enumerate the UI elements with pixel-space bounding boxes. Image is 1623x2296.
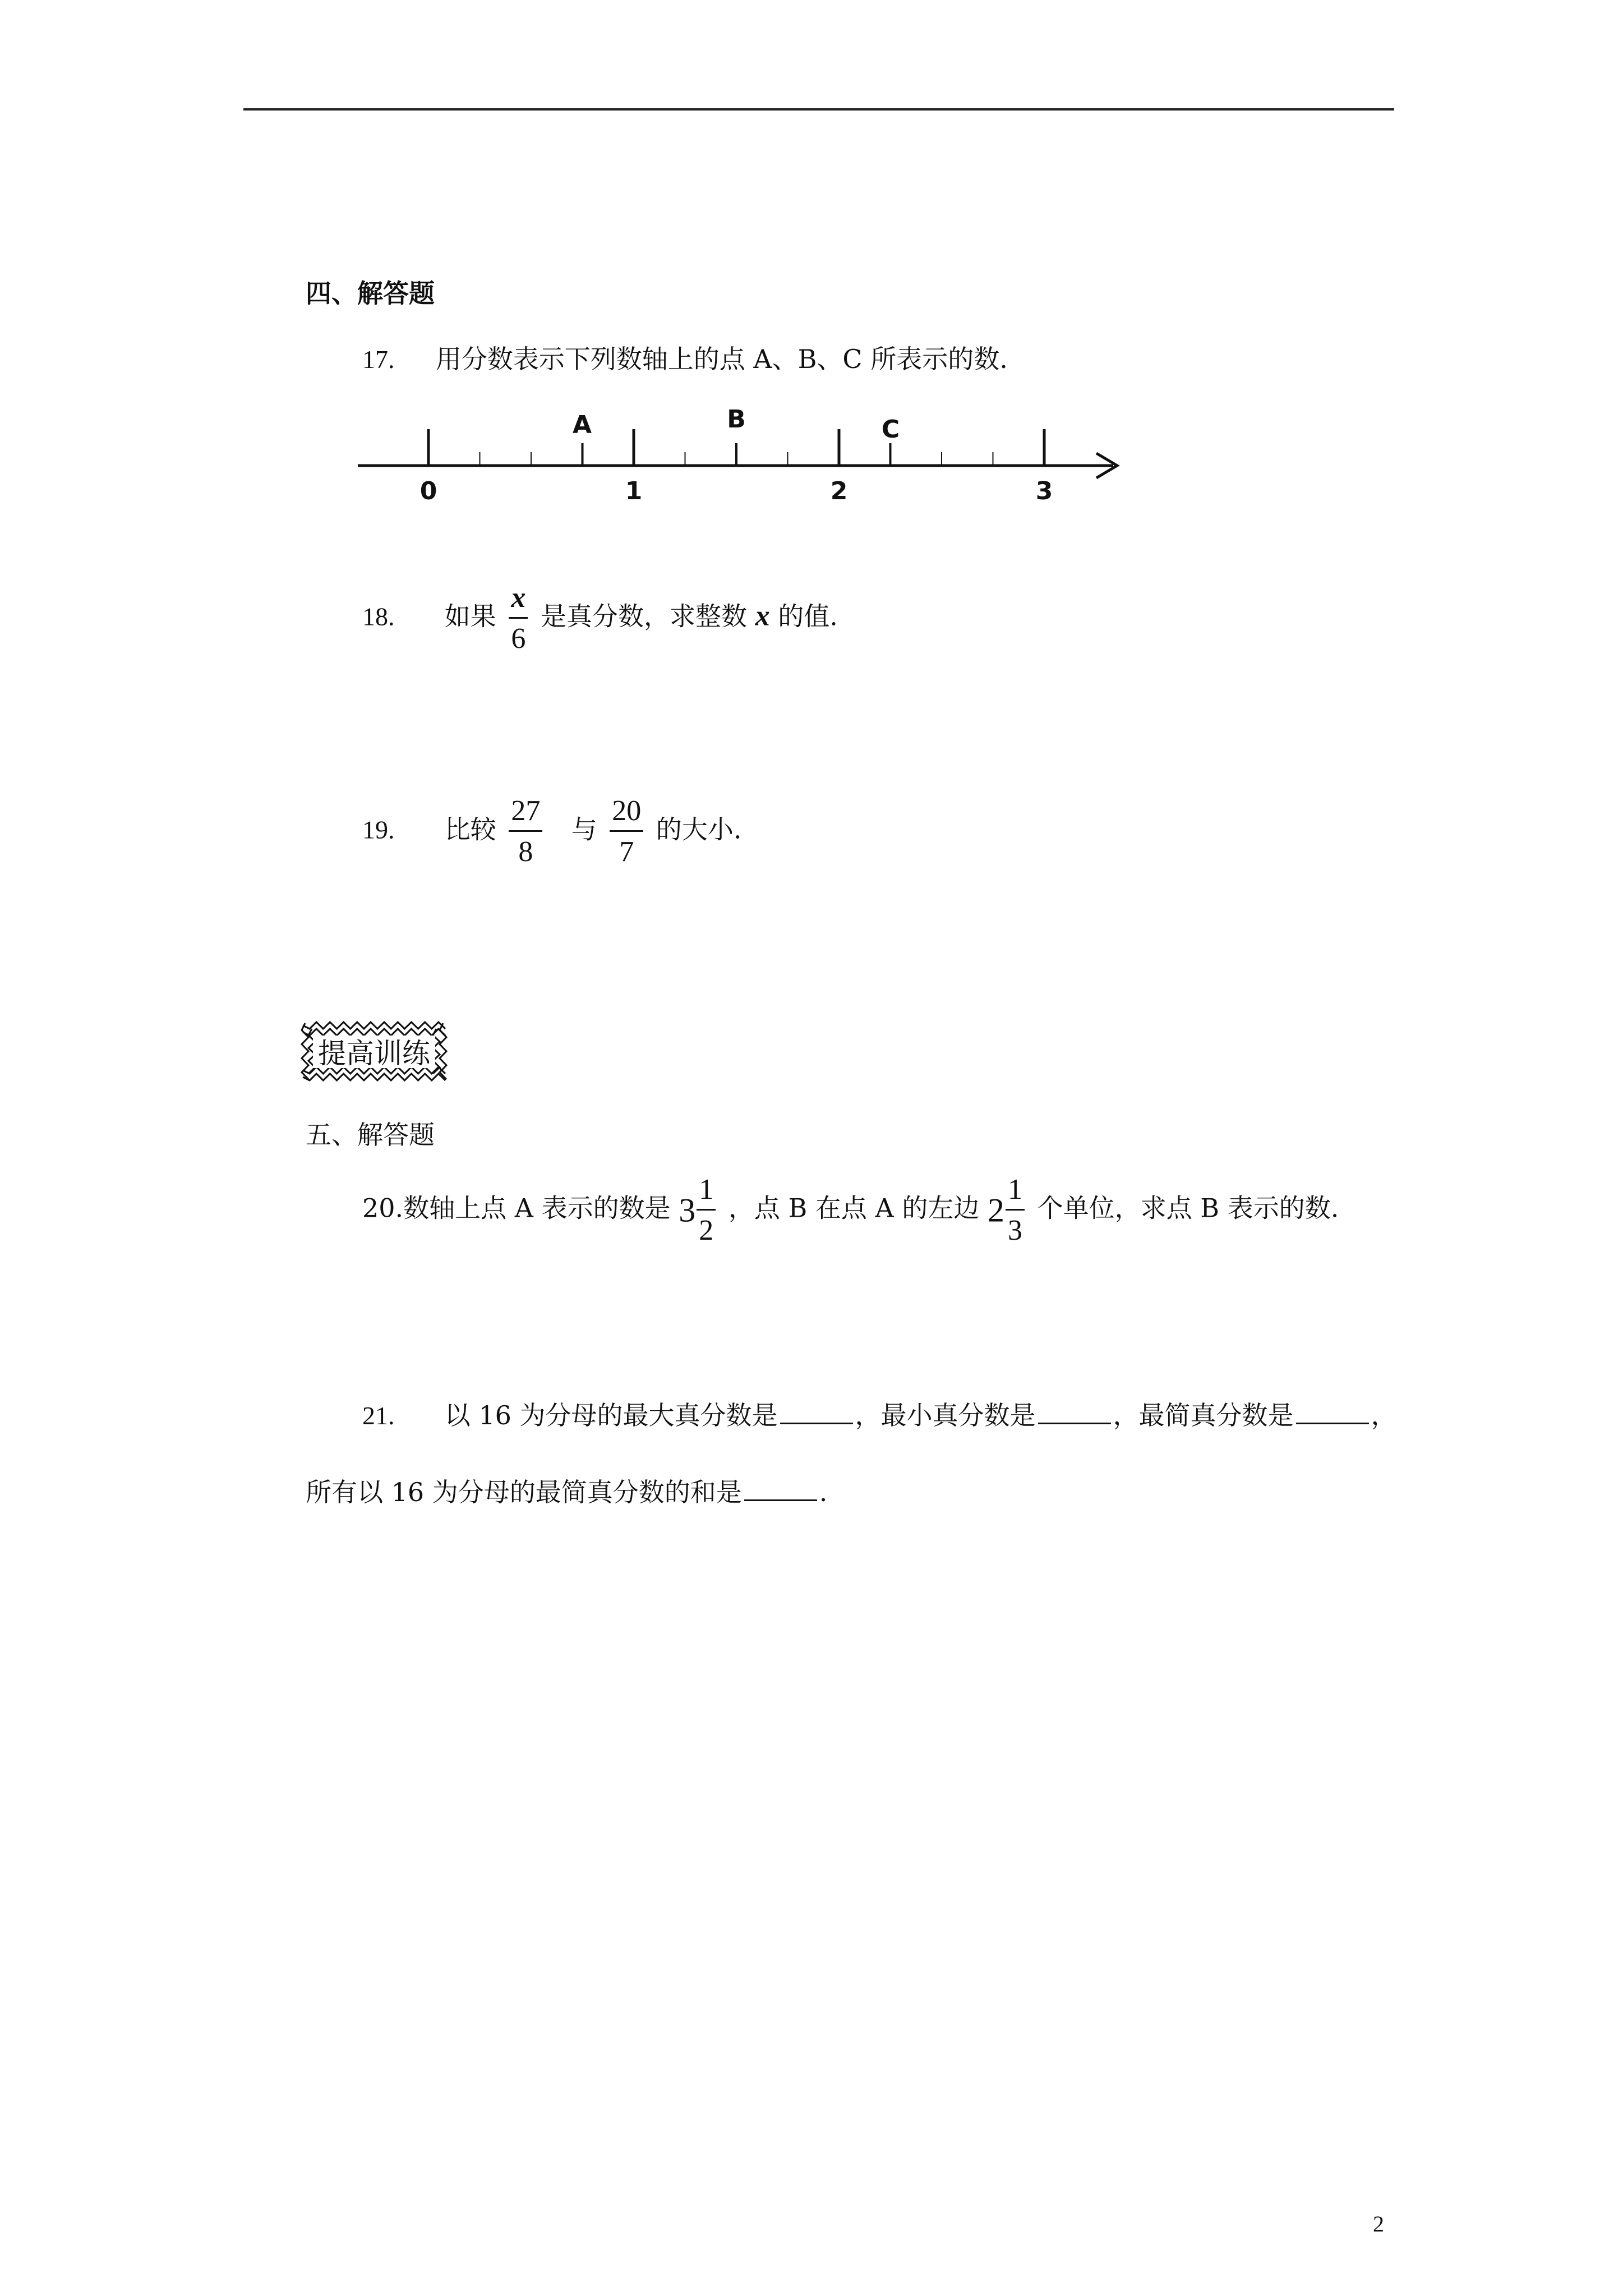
badge-label: 提高训练: [318, 1037, 430, 1070]
question-text: 用分数表示下列数轴上的点 A、B、C 所表示的数.: [435, 344, 1008, 374]
mixed-number-fraction: $\frac{1}{3}$: [1006, 1175, 1025, 1245]
question-text: 所有以 16 为分母的最简真分数的和是: [306, 1477, 742, 1507]
question-text-prefix: 如果: [444, 601, 496, 632]
question-number: 17.: [362, 345, 395, 374]
question-19: [362, 797, 742, 867]
mixed-number-whole: 3: [679, 1191, 696, 1229]
tick-label-0: 0: [419, 477, 437, 505]
answer-blank[interactable]: [1038, 1404, 1111, 1424]
question-text-suffix: 的大小.: [656, 814, 742, 845]
question-text-suffix: 的值.: [778, 601, 838, 632]
section-5-heading: 五、解答题: [306, 1120, 435, 1150]
answer-blank[interactable]: [744, 1480, 817, 1501]
question-text-part1: 20.数轴上点 A 表示的数是: [362, 1193, 671, 1223]
improvement-training-badge: [301, 1021, 448, 1082]
question-text: .: [819, 1477, 828, 1507]
mixed-number-fraction: $\frac{1}{2}$: [697, 1175, 716, 1245]
question-text: ，: [1371, 1400, 1397, 1430]
page-number: 2: [1373, 2211, 1384, 2237]
variable-x: x: [755, 600, 770, 632]
question-number: 18.: [362, 602, 395, 631]
question-21-line-2: [306, 1479, 827, 1505]
question-text: ，最简真分数是: [1113, 1400, 1294, 1430]
question-20: [362, 1175, 1339, 1245]
question-text-prefix: 比较: [444, 814, 496, 845]
number-line: [348, 393, 1133, 522]
header-rule: [243, 108, 1394, 111]
fraction-20-over-7: $\frac{20}{7}$: [610, 797, 643, 867]
question-number: 21.: [362, 1401, 395, 1430]
section-4-heading: 四、解答题: [306, 278, 435, 309]
question-text-part3: 个单位，求点 B 表示的数.: [1037, 1193, 1339, 1223]
question-text-middle: 是真分数，求整数: [541, 601, 747, 632]
point-label-c: C: [881, 415, 900, 444]
question-18: [362, 583, 838, 654]
mixed-number-whole: 2: [988, 1191, 1005, 1229]
question-number: 19.: [362, 815, 395, 844]
point-label-b: B: [727, 405, 746, 434]
axis-ticks: [428, 429, 1044, 466]
tick-label-1: 1: [625, 477, 643, 505]
question-17: [362, 346, 1008, 372]
point-label-a: A: [572, 411, 592, 439]
question-21: [362, 1402, 1397, 1429]
tick-label-2: 2: [830, 477, 848, 505]
answer-blank[interactable]: [1296, 1404, 1369, 1424]
fraction-x-over-6: $\frac{x}{6}$: [509, 583, 528, 654]
answer-blank[interactable]: [780, 1404, 853, 1424]
question-connector: 与: [571, 814, 597, 845]
fraction-27-over-8: $\frac{27}{8}$: [509, 797, 542, 867]
question-text-part2: ，点 B 在点 A 的左边: [728, 1193, 980, 1223]
question-text: 以 16 为分母的最大真分数是: [444, 1400, 778, 1430]
question-text: ，最小真分数是: [855, 1400, 1036, 1430]
tick-label-3: 3: [1035, 477, 1053, 505]
